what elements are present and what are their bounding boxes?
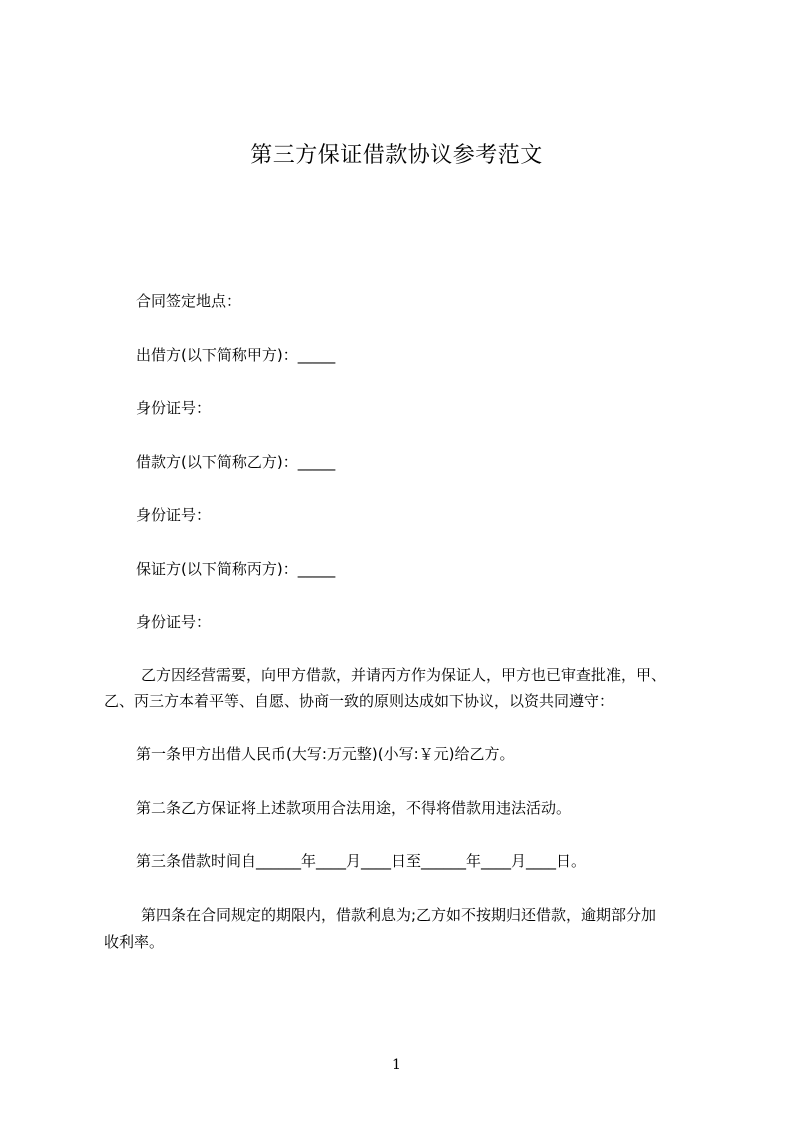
- page-number: 1: [392, 1057, 401, 1073]
- document-title: 第三方保证借款协议参考范文: [250, 143, 543, 168]
- guarantor-id-line: 身份证号：: [136, 613, 212, 631]
- lender-line: 出借方(以下简称甲方)：_____: [136, 346, 336, 364]
- article-2: 第二条乙方保证将上述款项用合法用途，不得将借款用违法活动。: [136, 799, 572, 817]
- intro-paragraph-line-1: 乙方因经营需要，向甲方借款，并请丙方作为保证人，甲方也已审查批准，甲、: [141, 666, 667, 684]
- article-3: 第三条借款时间自______年____月____日至______年____月____日。: [136, 852, 587, 870]
- guarantor-line: 保证方(以下简称丙方)：_____: [136, 560, 336, 578]
- signing-place-line: 合同签定地点：: [136, 292, 242, 310]
- borrower-id-line: 身份证号：: [136, 506, 212, 524]
- article-1: 第一条甲方出借人民币(大写:万元整)(小写:￥元)给乙方。: [136, 745, 515, 763]
- lender-id-line: 身份证号：: [136, 399, 212, 417]
- borrower-line: 借款方(以下简称乙方)：_____: [136, 453, 336, 471]
- article-4-line-1: 第四条在合同规定的期限内，借款利息为;乙方如不按期归还借款，逾期部分加: [141, 906, 657, 924]
- article-4-line-2: 收利率。: [104, 933, 165, 951]
- intro-paragraph-line-2: 乙、丙三方本着平等、自愿、协商一致的原则达成如下协议，以资共同遵守：: [104, 692, 615, 710]
